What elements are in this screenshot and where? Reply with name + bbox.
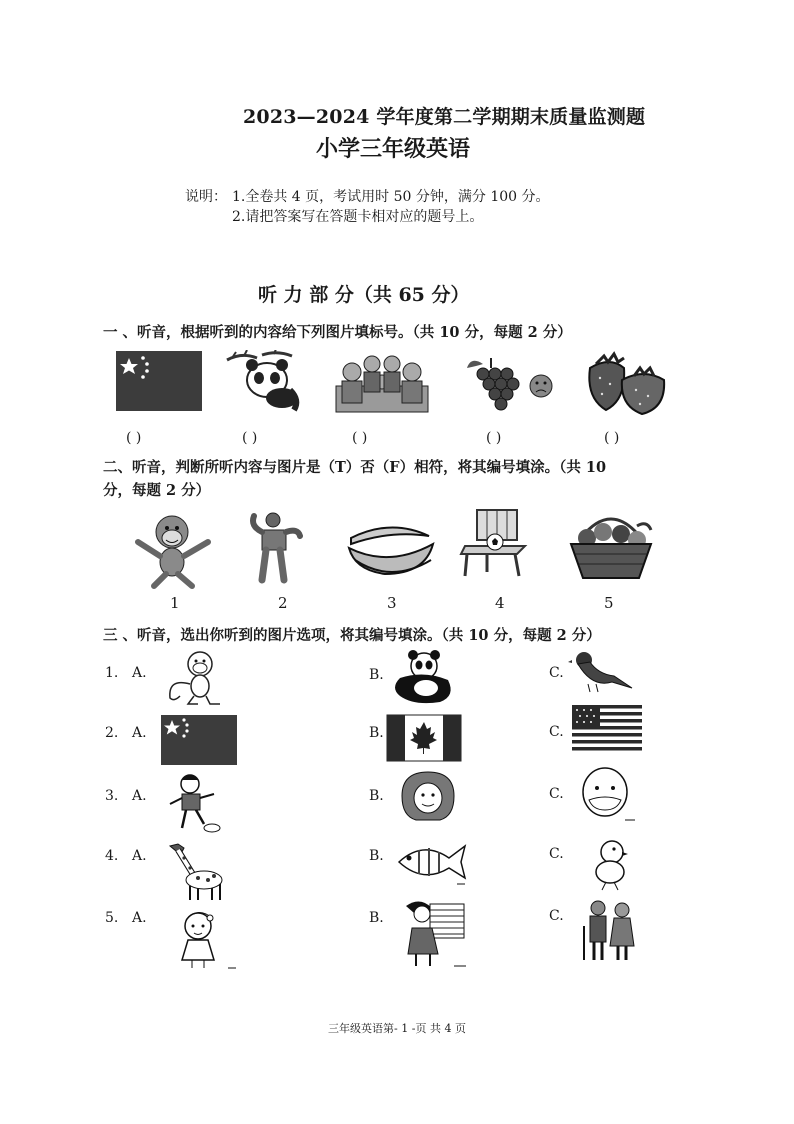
chick-option-picture: [584, 834, 640, 892]
china-flag-picture: [115, 350, 203, 412]
question-2-prompt-line-2: 分，每题 2 分）: [103, 482, 211, 499]
grandparents-option-picture: [576, 898, 648, 964]
answer-blank[interactable]: ( ): [486, 430, 502, 446]
panda-option-picture: [384, 648, 462, 706]
option-b-label[interactable]: B.: [369, 848, 384, 864]
question-1-prompt: 一 、听音，根据听到的内容给下列图片填标号。（共 10 分，每题 2 分）: [103, 324, 572, 341]
grapes-sad-face-picture: [463, 354, 555, 412]
china-flag-option-picture: [160, 714, 238, 766]
question-2-prompt-line-1: 二、听音，判断所听内容与图片是（T）否（F）相符，将其编号填涂。（共 10: [103, 459, 607, 476]
option-c-label[interactable]: C.: [549, 908, 564, 924]
page-footer: 三年级英语第- 1 -页 共 4 页: [328, 1022, 466, 1035]
item-number: 5.: [105, 910, 119, 926]
picture-number: 4: [495, 594, 505, 612]
student-books-option-picture: [398, 898, 470, 970]
bananas-picture: [345, 508, 437, 584]
picture-number: 1: [170, 594, 180, 612]
bird-option-picture: [568, 648, 634, 694]
item-number: 2.: [105, 725, 119, 741]
usa-flag-option-picture: [572, 705, 642, 751]
option-c-label[interactable]: C.: [549, 786, 564, 802]
panda-picture: [222, 350, 312, 412]
option-c-label[interactable]: C.: [549, 724, 564, 740]
answer-blank[interactable]: ( ): [604, 430, 620, 446]
canada-flag-option-picture: [386, 714, 462, 762]
answer-blank[interactable]: ( ): [352, 430, 368, 446]
grandpa-option-picture: [575, 766, 637, 824]
option-b-label[interactable]: B.: [369, 725, 384, 741]
picture-number: 2: [278, 594, 288, 612]
option-a-label[interactable]: A.: [132, 848, 147, 864]
boy-option-picture: [164, 772, 228, 836]
girl-outline-option-picture: [168, 908, 238, 972]
answer-blank[interactable]: ( ): [126, 430, 142, 446]
exam-subtitle: 小学三年级英语: [316, 136, 471, 162]
strong-man-picture: [240, 510, 310, 584]
question-3-prompt: 三 、听音，选出你听到的图片选项，将其编号填涂。（共 10 分，每题 2 分）: [103, 627, 601, 644]
option-c-label[interactable]: C.: [549, 665, 564, 681]
instructions-line-2: 2.请把答案写在答题卡相对应的题号上。: [232, 209, 484, 225]
option-c-label[interactable]: C.: [549, 846, 564, 862]
monkey-option-picture: [160, 648, 232, 706]
picture-number: 5: [604, 594, 614, 612]
fruit-basket-picture: [565, 508, 657, 582]
listening-section-title: 听 力 部 分（共 65 分）: [258, 284, 470, 306]
giraffe-option-picture: [164, 840, 236, 902]
picture-number: 3: [387, 594, 397, 612]
instructions-line-1: 1.全卷共 4 页，考试用时 50 分钟，满分 100 分。: [232, 189, 550, 205]
family-picture: [334, 350, 430, 414]
instructions-label: 说明：: [185, 189, 227, 205]
item-number: 1.: [105, 665, 119, 681]
option-b-label[interactable]: B.: [369, 788, 384, 804]
item-number: 4.: [105, 848, 119, 864]
option-a-label[interactable]: A.: [132, 910, 147, 926]
option-b-label[interactable]: B.: [369, 910, 384, 926]
option-a-label[interactable]: A.: [132, 725, 147, 741]
option-b-label[interactable]: B.: [369, 667, 384, 683]
girl-option-picture: [392, 770, 464, 824]
option-a-label[interactable]: A.: [132, 665, 147, 681]
fish-option-picture: [393, 838, 469, 888]
monkey-picture: [132, 510, 214, 590]
answer-blank[interactable]: ( ): [242, 430, 258, 446]
item-number: 3.: [105, 788, 119, 804]
strawberries-picture: [580, 350, 672, 416]
chair-ball-picture: [457, 506, 537, 578]
option-a-label[interactable]: A.: [132, 788, 147, 804]
exam-title: 2023—2024 学年度第二学期期末质量监测题: [243, 106, 646, 128]
